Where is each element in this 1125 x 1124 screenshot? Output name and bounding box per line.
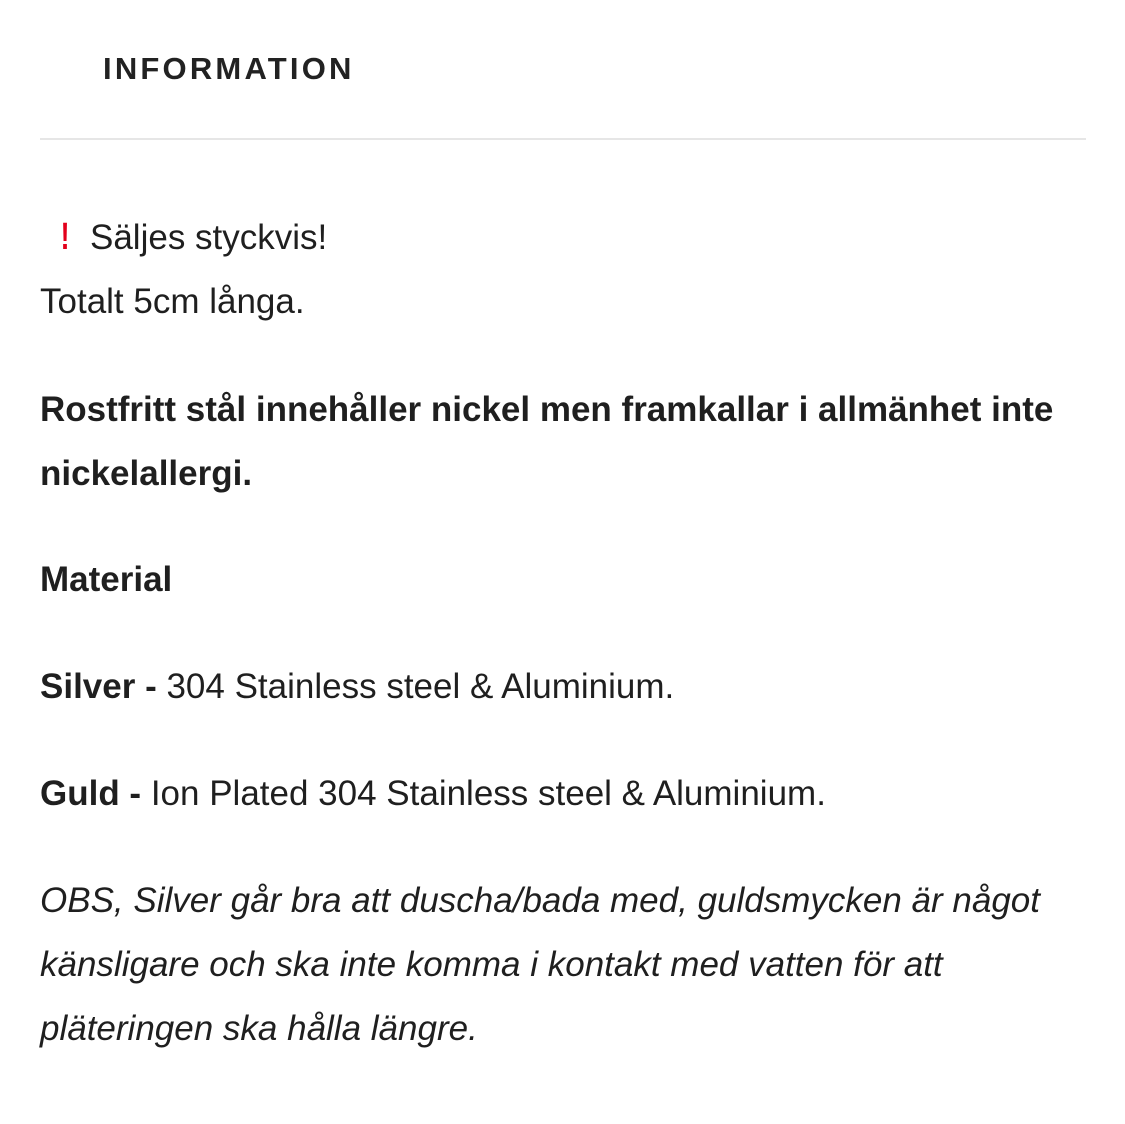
- red-exclamation-icon: !: [60, 216, 70, 258]
- silver-material-line: [40, 655, 1085, 719]
- gold-material-line: [40, 762, 1085, 826]
- section-divider: [40, 138, 1086, 140]
- length-line: Totalt 5cm långa.: [40, 282, 305, 321]
- silver-label: Silver -: [40, 667, 157, 706]
- silver-material-text: 304 Stainless steel & Aluminium.: [156, 667, 675, 706]
- sold-individually-line: [40, 205, 1085, 270]
- gold-label: Guld -: [40, 774, 142, 813]
- sold-individually-text: Säljes styckvis!: [90, 218, 328, 257]
- section-title[interactable]: INFORMATION: [103, 51, 355, 86]
- product-description: [40, 205, 1085, 1061]
- nickel-note: Rostfritt stål innehåller nickel men framkallar i allmänhet inte nickelallergi.: [40, 390, 1054, 493]
- material-heading: Material: [40, 560, 173, 599]
- gold-material-text: Ion Plated 304 Stainless steel & Aluminium.: [141, 774, 826, 813]
- obs-note: OBS, Silver går bra att duscha/bada med, guldsmycken är något känsligare och ska inte komma i kontakt med vatten för att pläteringen ska hålla längre.: [40, 881, 1040, 1048]
